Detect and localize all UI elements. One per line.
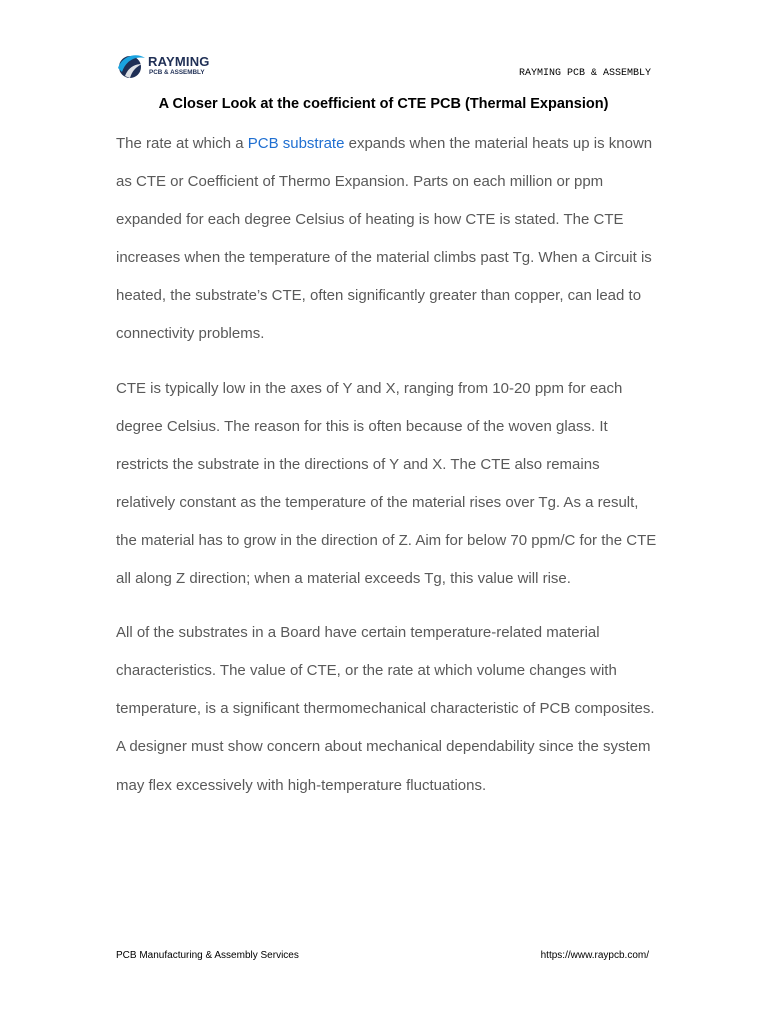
paragraph-1 [116, 125, 661, 354]
logo-name: RAYMING [148, 54, 210, 69]
paragraph-2: CTE is typically low in the axes of Y and X, ranging from 10-20 ppm for each degree Celsius. The reason for this is often because of the woven glass. It restricts the substrate in the directions of Y and X. The CTE also remains relatively constant as the temperature of the material rises over Tg. As a result, the material has to grow in the direction of Z. Aim for below 70 ppm/C for the CTE all along Z direction; when a material exceeds Tg, this value will rise. [116, 379, 657, 588]
document-body [116, 125, 661, 821]
header-company-name: RAYMING PCB & ASSEMBLY [518, 68, 651, 79]
footer-website-link[interactable]: https://www.raypcb.com/ [540, 950, 649, 961]
pcb-substrate-link[interactable]: PCB substrate [247, 135, 345, 152]
paragraph-3: All of the substrates in a Board have certain temperature-related material characteristics. The value of CTE, or the rate at which volume changes with temperature, is a significant thermomechanical characteristic of PCB composites. A designer must show concern about mechanical dependability since the system may flex excessively with high-temperature fluctuations. [116, 624, 655, 794]
paragraph-1-intro: The rate at which a [116, 135, 248, 152]
company-logo[interactable] [116, 52, 226, 82]
paragraph-1-rest: expands when the material heats up is known as CTE or Coefficient of Thermo Expansion. Parts on each million or ppm expanded for each degree Celsius of heating is how CTE is stated. The CTE increases when the temperature of the material climbs past Tg. When a Circuit is heated, the substrate’s CTE, often significantly greater than copper, can lead to connectivity problems. [116, 135, 653, 343]
footer-services-text: PCB Manufacturing & Assembly Services [116, 950, 299, 961]
document-title: A Closer Look at the coefficient of CTE PCB (Thermal Expansion) [158, 96, 609, 112]
rayming-logo-swoosh-icon [116, 52, 146, 80]
logo-tagline: PCB & ASSEMBLY [149, 69, 205, 76]
